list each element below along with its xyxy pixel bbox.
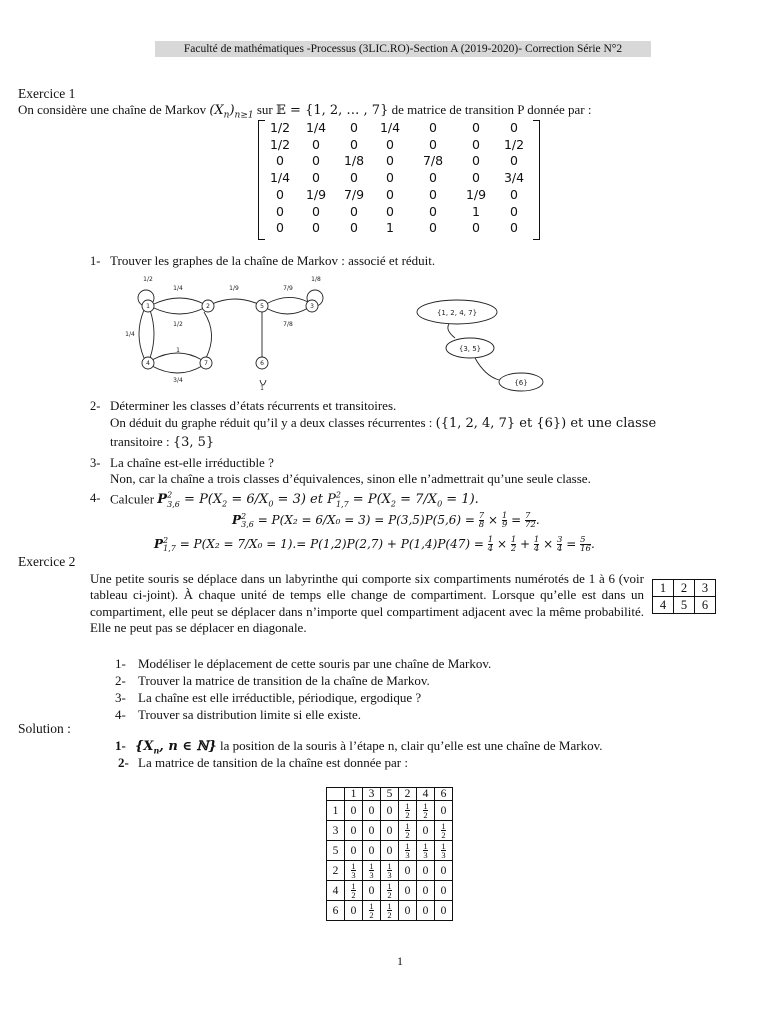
table-cell: $\frac{1}{3}$ (363, 861, 381, 881)
matrix-cell: 0 (276, 220, 284, 236)
intro-seq: $(X_n)_{n\ge 1}$ (209, 103, 254, 121)
matrix-cell: 0 (429, 220, 437, 236)
page-number: 1 (397, 954, 403, 968)
maze-cell: 4 (653, 597, 674, 614)
graph-label: 3/4 (173, 377, 183, 384)
table-cell: 0 (363, 881, 381, 901)
matrix-cell: 0 (350, 170, 358, 186)
intro-text: On considère une chaîne de Markov (18, 102, 210, 117)
graph-node-2: 2 (206, 303, 210, 310)
matrix-cell: 0 (276, 203, 284, 219)
table-cell: 6 (327, 901, 345, 921)
matrix-cell: 1 (386, 220, 394, 236)
matrix-cell: 0 (429, 203, 437, 219)
table-cell: 5 (327, 841, 345, 861)
matrix-cell: 7/8 (422, 153, 444, 169)
graph-label: 7/9 (283, 285, 293, 292)
table-cell: 0 (381, 821, 399, 841)
ex2-question-text: La chaîne est elle irréductible, périodique, ergodique ? (138, 690, 422, 705)
table-cell: $\frac{1}{3}$ (417, 841, 435, 861)
solution-1-text: {$X_n$, n ∈ ℕ} la position de la souris à l’étape n, clair qu’elle est une chaîne de Markov. (135, 738, 603, 756)
table-cell: 0 (435, 901, 453, 921)
ex2-question-text: Trouver la matrice de transition de la chaîne de Markov. (138, 673, 430, 688)
graph-node-6: 6 (260, 360, 264, 367)
matrix-cell: 0 (350, 136, 358, 152)
table-cell: 0 (417, 901, 435, 921)
matrix-cell: 0 (510, 203, 518, 219)
table-header-cell: 5 (381, 788, 399, 801)
graph-label: 1/9 (229, 285, 239, 292)
table-cell: 0 (435, 881, 453, 901)
matrix-cell: 7/9 (343, 186, 365, 202)
matrix-cell: 1 (472, 203, 480, 219)
graph-label: 1/8 (311, 276, 321, 283)
matrix-cell: 0 (472, 153, 480, 169)
table-header-cell: 1 (345, 788, 363, 801)
matrix-cell: 0 (386, 136, 394, 152)
matrix-cell: 0 (510, 220, 518, 236)
matrix-cell: 0 (312, 153, 320, 169)
graph-node-5: 5 (260, 303, 264, 310)
graph-node-3: 3 (310, 303, 314, 310)
matrix-cell: 0 (429, 186, 437, 202)
exercise-2-title: Exercice 2 (18, 554, 76, 569)
table-cell: 0 (345, 821, 363, 841)
matrix-bracket-right (533, 120, 540, 240)
table-cell: 0 (381, 801, 399, 821)
graph-label: 1 (260, 385, 264, 392)
table-cell: $\frac{1}{3}$ (381, 861, 399, 881)
q2-number: 2- (90, 399, 101, 413)
solution-2-text: La matrice de tansition de la chaîne est donnée par : (138, 755, 408, 770)
page-header: Faculté de mathématiques -Processus (3LIC.RO)-Section A (2019-2020)- Correction Série N°2 (155, 41, 651, 57)
table-row (327, 821, 453, 841)
matrix-cell: 1/2 (269, 120, 291, 135)
table-row (327, 861, 453, 881)
matrix-table (264, 120, 534, 237)
matrix-cell: 0 (312, 220, 320, 236)
graph-label: 1/4 (125, 331, 135, 338)
exercise-1-title: Exercice 1 (18, 86, 76, 101)
table-cell: 0 (399, 881, 417, 901)
q2-answer: On déduit du graphe réduit qu’il y a deux classes récurrentes : ({1, 2, 4, 7} et {6}) et une classe (110, 415, 657, 431)
reduced-class-35: {3, 5} (458, 345, 482, 353)
table-cell: $\frac{1}{2}$ (417, 801, 435, 821)
state-space: 𝔼 = {1, 2, … , 7} (276, 103, 389, 118)
exercise-2-statement: Une petite souris se déplace dans un labyrinthe qui comporte six compartiments numérotés de 1 à 6 (voir tableau ci-joint). À chaque unité de temps elle change de compartiment. Lorsque qu’elle est dans un compartiment, elle peut se déplacer dans n’importe quel compartiment adjacent avec la même probabilité. Elle ne peut pas se déplacer en diagonale. (90, 571, 644, 636)
ex2-question-number: 3- (115, 690, 126, 705)
matrix-cell: 0 (429, 170, 437, 186)
reduced-class-6: {6} (514, 379, 528, 387)
matrix-cell: 0 (312, 136, 320, 152)
solution-1-number: 1- (115, 738, 126, 753)
graph-label: 1/2 (173, 321, 183, 328)
matrix-cell: 0 (276, 153, 284, 169)
q4-text: Calculer $P^2_{3,6} = P(X_2 = 6/X_0 = 3)$ et $P^2_{1,7} = P(X_2 = 7/X_0 = 1)$. (110, 491, 479, 509)
graph-label: 1/4 (173, 285, 183, 292)
matrix-cell: 0 (510, 186, 518, 202)
matrix-cell: 0 (276, 186, 284, 202)
q3-answer: Non, car la chaîne a trois classes d’équivalences, sinon elle n’admettrait qu’une seule classe. (110, 471, 591, 486)
maze-cell: 6 (695, 597, 716, 614)
table-cell: $\frac{1}{2}$ (345, 881, 363, 901)
table-row (327, 841, 453, 861)
table-cell: $\frac{1}{2}$ (381, 901, 399, 921)
markov-graph-associated (120, 272, 340, 392)
ex2-question-number: 2- (115, 673, 126, 688)
intro-text-2: sur (253, 102, 276, 117)
graph-label: 1/2 (143, 276, 153, 283)
ex2-question-number: 1- (115, 656, 126, 671)
matrix-cell: 0 (472, 120, 480, 135)
matrix-cell: 3/4 (503, 170, 525, 186)
reduced-class-1247: {1, 2, 4, 7} (436, 309, 478, 317)
maze-grid (652, 579, 716, 614)
q2-answer-cont: transitoire : {3, 5} (110, 434, 215, 450)
transition-matrix (258, 120, 540, 238)
matrix-cell: 0 (386, 203, 394, 219)
matrix-cell: 1/9 (465, 186, 487, 202)
matrix-cell: 1/4 (379, 120, 401, 135)
table-cell: $\frac{1}{3}$ (345, 861, 363, 881)
matrix-cell: 0 (312, 203, 320, 219)
table-header-cell: 3 (363, 788, 381, 801)
matrix-cell: 0 (386, 170, 394, 186)
matrix-cell: 0 (472, 136, 480, 152)
q3-number: 3- (90, 456, 101, 470)
matrix-cell: 0 (312, 170, 320, 186)
table-cell: $\frac{1}{2}$ (435, 821, 453, 841)
matrix-cell: 0 (350, 220, 358, 236)
q1-text: Trouver les graphes de la chaîne de Markov : associé et réduit. (110, 253, 436, 268)
graph-label: 1 (176, 347, 180, 354)
graph-node-1: 1 (146, 303, 150, 310)
q4-formula: $P^2_{3,6} = P(X_2 = 6/X_0 = 3)$ et $P^2_{1,7} = P(X_2 = 7/X_0 = 1)$. (157, 491, 479, 509)
table-header-cell: 6 (435, 788, 453, 801)
table-header-cell (327, 788, 345, 801)
maze-cell: 1 (653, 580, 674, 597)
intro-text-3: de matrice de transition P donnée par : (388, 102, 592, 117)
ex2-question-number: 4- (115, 707, 126, 722)
ex2-question-text: Trouver sa distribution limite si elle existe. (138, 707, 362, 722)
q4-answer-2: $P^2_{1,7} = P(X_2 = 7/X_0 = 1).= P(1,2)P(2,7) + P(1,4)P(47)$ = $\frac{1}{4}$ × $\frac{1}{2}$ + $\frac{1}{4}$ × $\frac{3}{4}$ = $\frac{5}{16}$ . (154, 535, 595, 554)
solution-title: Solution : (18, 721, 71, 736)
q4-number: 4- (90, 491, 101, 505)
table-cell: 0 (363, 841, 381, 861)
q4-answer-1: $P^2_{3,6} = P(X_2 = 6/X_0 = 3) = P(3,5)P(5,6)$ = $\frac{7}{8}$ × $\frac{1}{9}$ = $\frac{7}{72}$ . (232, 511, 540, 530)
solution-transition-table (326, 787, 453, 921)
table-cell: 0 (363, 821, 381, 841)
matrix-cell: 0 (350, 120, 358, 135)
table-cell: $\frac{1}{2}$ (399, 821, 417, 841)
matrix-cell: 0 (510, 153, 518, 169)
table-cell: 0 (399, 901, 417, 921)
table-cell: $\frac{1}{2}$ (399, 801, 417, 821)
table-cell: 0 (345, 841, 363, 861)
matrix-cell: 0 (510, 120, 518, 135)
ex2-question-text: Modéliser le déplacement de cette souris par une chaîne de Markov. (138, 656, 492, 671)
table-cell: 0 (345, 801, 363, 821)
matrix-cell: 1/2 (269, 136, 291, 152)
table-cell: 1 (327, 801, 345, 821)
table-cell: 0 (345, 901, 363, 921)
table-cell: 3 (327, 821, 345, 841)
graph-label: 7/8 (283, 321, 293, 328)
table-cell: 0 (435, 801, 453, 821)
q1-number: 1- (90, 254, 101, 268)
table-row (327, 901, 453, 921)
matrix-cell: 0 (386, 186, 394, 202)
table-cell: 0 (363, 801, 381, 821)
matrix-cell: 1/2 (503, 136, 525, 152)
matrix-cell: 0 (429, 120, 437, 135)
table-cell: 2 (327, 861, 345, 881)
graph-node-4: 4 (146, 360, 150, 367)
table-cell: $\frac{1}{2}$ (363, 901, 381, 921)
table-header-cell: 2 (399, 788, 417, 801)
matrix-cell: 1/4 (305, 120, 327, 135)
matrix-cell: 1/9 (305, 186, 327, 202)
table-cell: 0 (417, 821, 435, 841)
table-cell: 4 (327, 881, 345, 901)
matrix-cell: 0 (472, 220, 480, 236)
matrix-cell: 0 (350, 203, 358, 219)
maze-cell: 2 (674, 580, 695, 597)
maze-cell: 3 (695, 580, 716, 597)
graph-node-7: 7 (204, 360, 208, 367)
matrix-cell: 1/8 (343, 153, 365, 169)
table-cell: 0 (417, 861, 435, 881)
table-cell: 0 (417, 881, 435, 901)
matrix-cell: 0 (386, 153, 394, 169)
maze-cell: 5 (674, 597, 695, 614)
table-cell: 0 (435, 861, 453, 881)
table-row (327, 801, 453, 821)
table-cell: 0 (381, 841, 399, 861)
table-cell: $\frac{1}{2}$ (381, 881, 399, 901)
markov-graph-reduced (415, 292, 585, 396)
q2-text: Déterminer les classes d’états récurrents et transitoires. (110, 398, 397, 413)
solution-2-number: 2- (118, 755, 129, 770)
table-row (327, 881, 453, 901)
table-cell: 0 (399, 861, 417, 881)
q3-text: La chaîne est-elle irréductible ? (110, 455, 274, 470)
table-cell: $\frac{1}{3}$ (399, 841, 417, 861)
matrix-cell: 0 (472, 170, 480, 186)
table-header-cell: 4 (417, 788, 435, 801)
matrix-cell: 0 (429, 136, 437, 152)
matrix-cell: 1/4 (269, 170, 291, 186)
table-cell: $\frac{1}{3}$ (435, 841, 453, 861)
